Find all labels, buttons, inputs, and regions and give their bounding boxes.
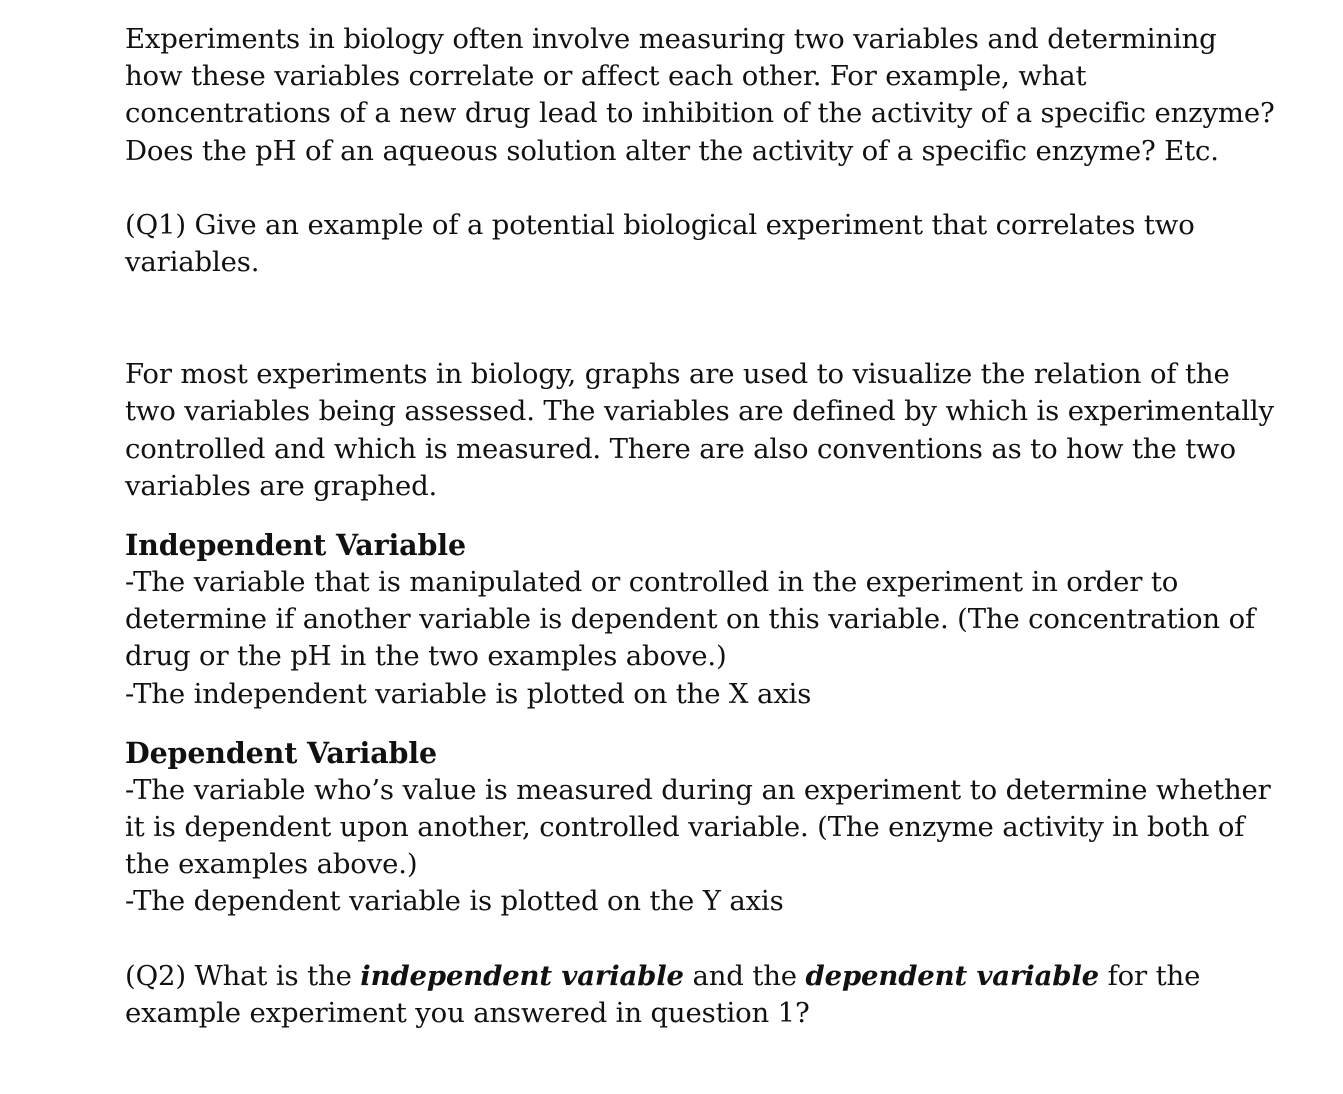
dependent-variable-heading: Dependent Variable [125, 735, 437, 770]
intro-paragraph: Experiments in biology often involve measuring two variables and determining how these variables correlate or affect each other. For example, what concentrations of a new drug lead to inhibition of the activity of a specific enzyme? Does the pH of an aqueous solution alter the activity of a specific enzyme? Etc. [125, 23, 1275, 167]
independent-variable-heading: Independent Variable [125, 528, 466, 563]
answer-space-q1 [125, 281, 1275, 356]
question-2 [125, 958, 1275, 1032]
spacer [125, 170, 1275, 207]
spacer [125, 505, 1275, 527]
dependent-variable-definition: -The variable who’s value is measured during an experiment to determine whether it is dependent upon another, controlled variable. (The enzyme activity in both of the examples above.) [125, 773, 1271, 881]
question-2-middle: and the [683, 959, 806, 992]
graphs-paragraph: For most experiments in biology, graphs are used to visualize the relation of the two variables being assessed. The variables are defined by which is experimentally controlled and which is measured. There are also conventions as to how the two variables are graphed. [125, 358, 1274, 502]
independent-variable-term: independent variable [360, 959, 684, 992]
question-1: (Q1) Give an example of a potential biological experiment that correlates two variables. [125, 208, 1195, 279]
dependent-variable-axis-note: -The dependent variable is plotted on the Y axis [125, 885, 784, 918]
document-page [125, 21, 1275, 1032]
dependent-variable-term: dependent variable [805, 959, 1099, 992]
question-2-suffix: for the example experiment you answered in question 1? [125, 959, 1201, 1029]
spacer [125, 713, 1275, 735]
question-2-prefix: (Q2) What is the [125, 959, 361, 992]
independent-variable-axis-note: -The independent variable is plotted on the X axis [125, 677, 812, 710]
spacer [125, 921, 1275, 958]
independent-variable-definition: -The variable that is manipulated or controlled in the experiment in order to determine if another variable is dependent on this variable. (The concentration of drug or the pH in the two examples above.) [125, 566, 1256, 673]
